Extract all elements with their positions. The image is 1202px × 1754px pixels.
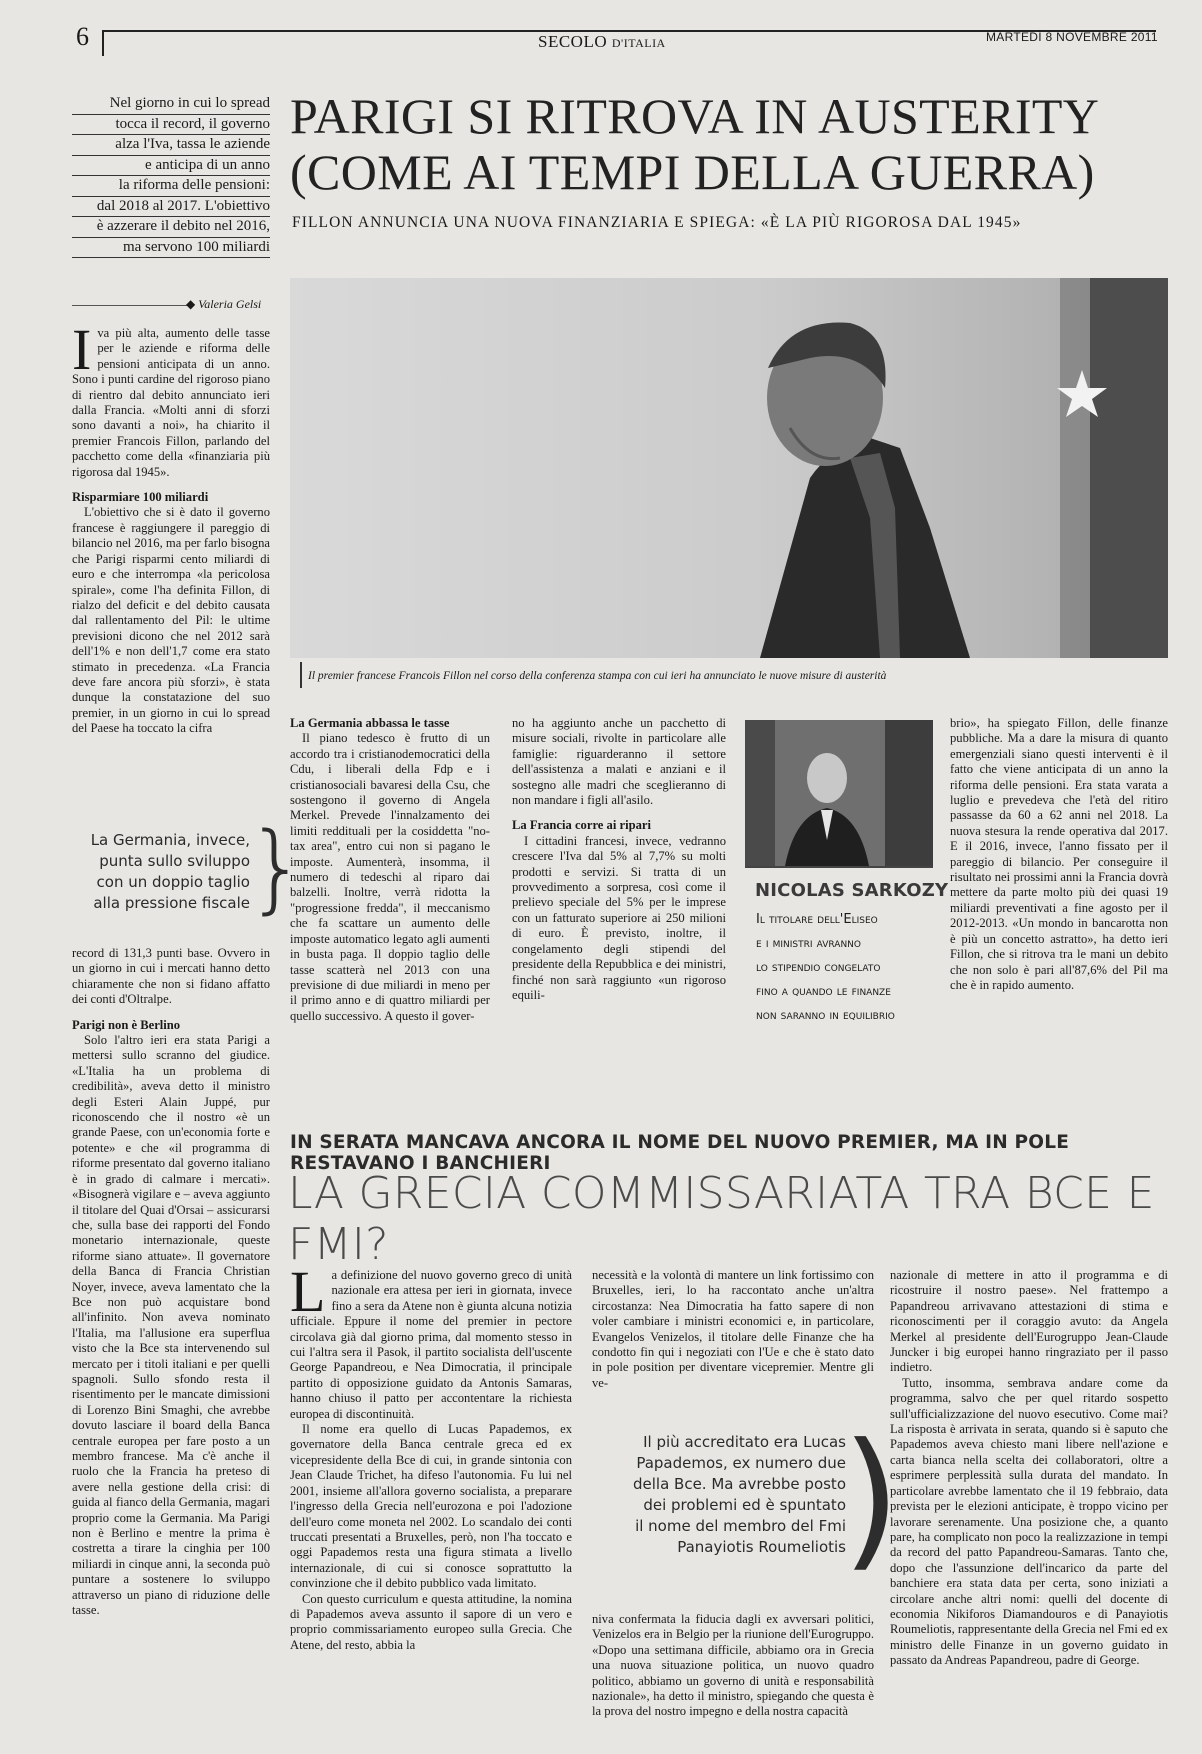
summary-line: è azzerare il debito nel 2016, <box>72 217 270 238</box>
greece-column-1 <box>290 1259 572 1653</box>
article-headline <box>290 88 1170 200</box>
pull-quote-line: con un doppio taglio <box>96 873 250 891</box>
pull-quote-line: il nome del membro del Fmi <box>635 1517 846 1535</box>
sarkozy-photo-drawing <box>745 720 933 866</box>
fillon-photo-drawing <box>290 278 1168 658</box>
headline-line: PARIGI SI RITROVA IN AUSTERITY <box>290 88 1100 144</box>
paragraph: no ha aggiunto anche un pacchetto di misure sociali, rivolte in particolare alle famiglie: riguarderanno il settore dell'assistenza a malati e anziani e il sostegno alle madri che sceglieranno di non mandare i figli all'asilo. <box>512 716 726 808</box>
paragraph: Solo l'altro ieri era stata Parigi a mettersi sullo scranno del giudice. «L'Italia ha un problema di credibilità», aveva detto il ministro degli Esteri Alain Juppé, pur riconoscendo che il nostro «è un grande Paese, con un'economia forte e potente» e che «il programma di riforme presentato dal governo italiano è in grado di calmare i mercati». «Bisognerà vigilare e – aveva aggiunto il titolare del Quai d'Orsai – assicurarsi che, sulla base dei rapporti del Fondo monetario internazionale, queste riforme siano attuate». Il governatore della Banca di Francia Christian Noyer, invece, aveva lamentato che la Bce non può acquistare bond all'infinito. Non aveva nominato l'Italia, ma l'allusione era superflua visto che la Bce sta intervenendo sul mercato per i titoli italiani e per quelli spagnoli. Sullo sfondo resta il risentimento per le mancate dimissioni di Lorenzo Bini Smaghi, che avrebbe dovuto lasciare il board della Banca centrale europea per fare posto a un membro francese. Ma c'è anche il ruolo che la Francia ha preteso di avere nella gestione della crisi: di guida al fianco della Germania, magari proprio come la Germania. Ma Parigi non è Berlino e mentre la prima è costretta a tirare la cinghia per 100 miliardi in cinque anni, la seconda può puntare a sostenere lo sviluppo attraverso un piano di riduzione delle tasse. <box>72 1033 270 1618</box>
paragraph: brio», ha spiegato Fillon, delle finanze pubbliche. Ma a dare la misura di quanto emergenziali siano questi interventi è il fatto che viene anticipata di un anno la riforma delle pensioni. Era stata varata a luglio e prevedeva che l'età del ritiro passasse da 60 a 62 anni nel 2018. La nuova stesura la rende operativa dal 2017. E il 2016, invece, l'anno fissato per il pareggio di bilancio. Per conseguire il risultato nei prossimi anni la Francia dovrà mettere da parte molto più dei quasi 19 miliardi preventivati a fine agosto per il 2012-2013. «Un mondo in bancarotta non è più un concetto astratto», ha detto ieri Fillon, che si ritrova tra le mani un debito che non solo è pari all'87,6% del Pil ma che è in rapido aumento. <box>950 716 1168 992</box>
greece-kicker: IN SERATA MANCAVA ANCORA IL NOME DEL NUOVO PREMIER, MA IN POLE RESTAVANO I BANCHIERI <box>290 1132 1070 1174</box>
lead-paragraph <box>290 1259 572 1422</box>
summary-line: dal 2018 al 2017. L'obiettivo <box>72 197 270 218</box>
page-number: 6 <box>76 22 89 51</box>
sarkozy-quote-line: Il titolare dell'Eliseo <box>756 912 878 927</box>
article-column-1-continued <box>72 946 270 1618</box>
paragraph: Con questo curriculum e questa attitudine, la nomina di Papademos aveva assunto il sapore di un vero e proprio commissariamento europeo sulla Grecia. Che Atene, del resto, abbia la <box>290 1591 572 1652</box>
pull-quote-line: punta sullo sviluppo <box>99 852 250 870</box>
drop-cap: I <box>72 317 92 382</box>
article-column-1 <box>72 317 270 737</box>
paragraph: L'obiettivo che si è dato il governo francese è raggiungere il pareggio di bilancio nel 2016, ma per farlo bisogna che Parigi risparmi cento miliardi di euro e che interrompa «la pericolosa spirale», come l'ha definita Fillon, di rialzo del deficit e del debito causata dal rallentamento del Pil: le ultime previsioni dicono che nel 2012 sarà dell'1% e non dell'1,7 come era stato stimato in precedenza. «La Francia deve fare ancora più sforzi», è stata dunque la constatazione del suo premier, in un giorno in cui lo spread del Paese ha toccato la cifra <box>72 505 270 736</box>
section-heading: La Germania abbassa le tasse <box>290 716 450 730</box>
article-column-2 <box>290 716 490 1024</box>
summary-line: ma servono 100 miliardi <box>72 238 270 259</box>
paper-name: SECOLO <box>538 32 608 51</box>
summary-line: e anticipa di un anno <box>72 156 270 177</box>
pull-quote-line: alla pressione fiscale <box>93 894 250 912</box>
sarkozy-rule <box>745 866 933 868</box>
masthead-divider <box>102 30 104 56</box>
paper-name-small: D'ITALIA <box>611 36 666 50</box>
photo-caption: Il premier francese Francois Fillon nel corso della conferenza stampa con cui ieri ha annunciato le nuove misure di austerità <box>308 670 887 682</box>
greece-column-2 <box>592 1268 874 1391</box>
paragraph: I cittadini francesi, invece, vedranno crescere l'Iva dal 5% al 7,7% su molti prodotti e servizi. Si tratta di un provvedimento a sorpresa, così come il prelievo speciale del 5% per le imprese con un fatturato superiore ai 250 milioni di euro. È previsto, inoltre, il congelamento degli stipendi del presidente della Repubblica e dei ministri, finché non sarà raggiunto «un rigoroso equili- <box>512 833 726 1002</box>
summary-line: tocca il record, il governo <box>72 115 270 136</box>
paragraph: nazionale di mettere in atto il programma e di ricostruire il nostro paese». Nel frattempo a Papandreou arrivavano attestazioni di stima e riconoscimenti per il coraggio avuto: da Angela Merkel al presidente dell'Eurogruppo Jean-Claude Juncker i big europei hanno ringraziato per il passo indietro. <box>890 1268 1168 1375</box>
paragraph: Il piano tedesco è frutto di un accordo tra i cristianodemocratici della Cdu, i liberali della Fdp e i cristianosociali bavaresi della Csu, che sostengono il governo di Angela Merkel. Prevede l'innalzamento dei limiti reddituali per la cosiddetta "no-tax area", entro cui non si pagano le imposte. Aumenterà, insomma, il numero di tedeschi al riparo dai balzelli. Inoltre, verrà ridotta la "progressione fredda", il meccanismo che fa scattare un aumento delle imposte automatico legato agli aumenti in busta paga. Il doppio taglio delle tasse scatterà nel 2013 con una previsione di due miliardi in meno per il primo anno e di quattro miliardi per quello successivo. A questo il gover- <box>290 731 490 1023</box>
lead-text: va più alta, aumento delle tasse per le aziende e riforma delle pensioni anticipata di un anno. Sono i punti cardine del rigoroso piano di rientro dal debito annunciato ieri dalla Francia. «Molti anni di sforzi sono davanti a noi», ha chiarito il premier Francois Fillon, parlando del pacchetto come della «finanziaria più rigorosa dal 1945». <box>72 326 270 479</box>
paragraph: Il nome era quello di Lucas Papademos, ex governatore della Banca centrale greca ed ex vicepresidente della Bce di cui, in grande sintonia con Jean Claude Trichet, ha difeso l'autonomia. Fu lui nel 2001, insieme all'allora governo socialista, a preparare l'ingresso della Grecia nell'eurozona e poi l'adozione dell'euro come moneta nel 2002. Lo scandalo dei conti truccati presentati a Bruxelles, però, non l'ha toccato e oggi Papademos resta una figura stimata a livello internazionale, di cui si conosce soprattutto la convinzione che il debito pubblico vada limitato. <box>290 1422 572 1591</box>
pull-quote-line: Panayiotis Roumeliotis <box>677 1538 846 1556</box>
sarkozy-quote-line: fino a quando le finanze <box>756 984 891 999</box>
fillon-photo <box>290 278 1168 658</box>
sarkozy-name: NICOLAS SARKOZY <box>755 880 949 901</box>
article-column-3 <box>512 716 726 1003</box>
paragraph: necessità e la volontà di mantere un link fortissimo con Bruxelles, ieri, lo ha raccontato anche un'altra circostanza: Nea Dimocratia ha fatto sapere di non voler cambiare i ministri economici e, in particolare, Evangelos Venizelos, il titolare delle Finanze che ha condotto fin qui i negoziati con l'Ue e che è stato dato in pole position per diventare vicepremier. Mentre gli ve- <box>592 1268 874 1390</box>
issue-date: MARTEDÌ 8 NOVEMBRE 2011 <box>986 30 1158 44</box>
pull-quote-line: Il più accreditato era Lucas <box>643 1433 846 1451</box>
brace-icon: } <box>246 812 308 924</box>
greece-pull-quote <box>600 1432 846 1558</box>
drop-cap: L <box>290 1259 326 1324</box>
headline-line: (COME AI TEMPI DELLA GUERRA) <box>290 144 1095 200</box>
lead-paragraph <box>72 317 270 480</box>
byline-rule <box>72 305 190 306</box>
pull-quote-line: Papademos, ex numero due <box>636 1454 846 1472</box>
byline: ◆ Valeria Gelsi <box>186 297 262 311</box>
article-summary <box>72 94 270 258</box>
caption-bar <box>300 662 302 688</box>
sarkozy-quote-line: non saranno in equilibrio <box>756 1008 895 1023</box>
greece-column-3 <box>890 1268 1168 1669</box>
greece-headline: LA GRECIA COMMISSARIATA TRA BCE E FMI? <box>288 1168 1155 1270</box>
pull-quote-line: della Bce. Ma avrebbe posto <box>633 1475 846 1493</box>
section-heading: Risparmiare 100 miliardi <box>72 490 209 505</box>
article-column-5 <box>950 716 1168 993</box>
sarkozy-quote <box>756 908 936 1028</box>
sarkozy-photo <box>745 720 933 866</box>
section-heading: Parigi non è Berlino <box>72 1017 181 1032</box>
article-subhead: FILLON ANNUNCIA UNA NUOVA FINANZIARIA E SPIEGA: «È LA PIÙ RIGOROSA DAL 1945» <box>292 214 1022 231</box>
section-heading: La Francia corre ai ripari <box>512 818 651 833</box>
summary-line: la riforma delle pensioni: <box>72 176 270 197</box>
author-name: Valeria Gelsi <box>198 297 262 311</box>
bracket-icon: ) <box>842 1412 901 1586</box>
pull-quote-line: dei problemi ed è spuntato <box>643 1496 846 1514</box>
pull-quote <box>72 830 250 914</box>
lead-text: a definizione del nuovo governo greco di unità nazionale era attesa per ieri in giornata, invece fino a sera da Atene non è giunta alcuna notizia ufficiale. Eppure il nome del premier in pectore circolava già dal giorno prima, dal momento stesso in cui l'altra sera il Pasok, il partito socialista dell'uscente George Papandreou, e Nea Dimocratia, il principale partito di opposizione guidato da Antonis Samaras, hanno chiuso il patto per accontentare la richiesta europea di discontinuità. <box>290 1268 572 1421</box>
paragraph: Tutto, insomma, sembrava andare come da programma, salvo che per quel ritardo sospetto sull'ufficializzazione del nuovo esecutivo. Come mai? La risposta è arrivata in serata, quando si è saputo che Papademos aveva chiesto mani libere nell'azione e carta bianca nella scelta dei collaboratori, oltre a esprimere perplessità sulla durata del mandato. In particolare avrebbe lamentato che il 19 febbraio, data prevista per le elezioni anticipate, è troppo vicino per lavorare serenamente. Una posizione che, a quanto pare, ha complicato non poco la realizzazione in tempi da record del patto Papandreou-Samaras. Tanto che, dopo che l'assunzione dell'incarico da parte del banchiere era stata data per certa, sono iniziati a circolare anche altri nomi: quelli del docente di economia Nikiforos Diamandouros e di Panayiotis Roumeliotis, rappresentante della Grecia nel Fmi ed ex ministro delle Finanze in un governo guidato in passato da Andreas Papandreou, padre di George. <box>890 1375 1168 1668</box>
masthead-title <box>538 32 666 52</box>
pull-quote-line: La Germania, invece, <box>90 831 250 849</box>
greece-column-2-continued <box>592 1612 874 1720</box>
summary-line: alza l'Iva, tassa le aziende <box>72 135 270 156</box>
sarkozy-quote-line: lo stipendio congelato <box>756 960 881 975</box>
summary-line: Nel giorno in cui lo spread <box>72 94 270 115</box>
paragraph: niva confermata la fiducia dagli ex avversari politici, Venizelos era in Belgio per la riunione dell'Eurogruppo. «Dopo una settimana difficile, abbiamo ora in Grecia una nuova situazione politica, un nuovo quadro politico, abbiamo un governo di unità e responsabilità nazionale», ha detto il ministro, spiegando che questa è la prova del nostro impegno e della nostra capacità <box>592 1612 874 1719</box>
sarkozy-quote-line: e i ministri avranno <box>756 936 861 951</box>
paragraph: record di 131,3 punti base. Ovvero in un giorno in cui i mercati hanno detto chiaramente che non si fidano affatto dei conti d'Oltralpe. <box>72 946 270 1007</box>
